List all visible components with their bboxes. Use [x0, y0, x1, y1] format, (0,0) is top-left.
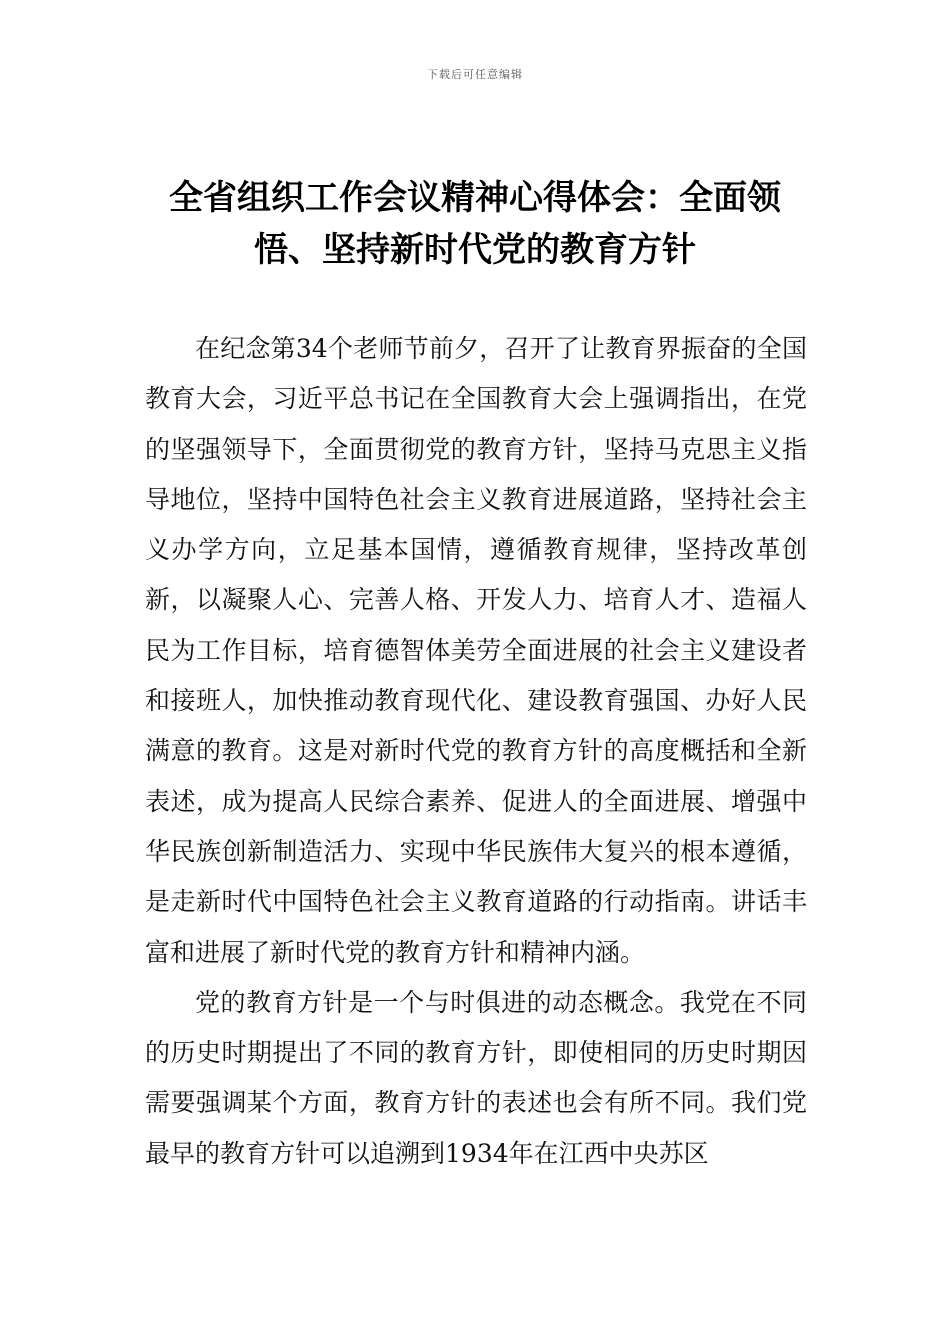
document-body — [145, 324, 807, 1179]
body-paragraph: 党的教育方针是一个与时俱进的动态概念。我党在不同的历史时期提出了不同的教育方针，即使相同的历史时期因需要强调某个方面，教育方针的表述也会有所不同。我们党最早的教育方针可以追溯到1934年在江西中央苏区 — [145, 987, 807, 1168]
body-paragraph: 在纪念第34个老师节前夕，召开了让教育界振奋的全国教育大会，习近平总书记在全国教育大会上强调指出，在党的坚强领导下，全面贯彻党的教育方针，坚持马克思主义指导地位，坚持中国特色社会主义教育进展道路，坚持社会主义办学方向，立足基本国情，遵循教育规律，坚持改革创新，以凝聚人心、完善人格、开发人力、培育人才、造福人民为工作目标，培育德智体美劳全面进展的社会主义建设者和接班人，加快推动教育现代化、建设教育强国、办好人民满意的教育。这是对新时代党的教育方针的高度概括和全新表述，成为提高人民综合素养、促进人的全面进展、增强中华民族创新制造活力、实现中华民族伟大复兴的根本遵循，是走新时代中国特色社会主义教育道路的行动指南。讲话丰富和进展了新时代党的教育方针和精神内涵。 — [145, 334, 807, 967]
header-note: 下载后可任意编辑 — [427, 68, 523, 81]
document-title: 全省组织工作会议精神心得体会：全面领悟、坚持新时代党的教育方针 — [169, 178, 781, 270]
